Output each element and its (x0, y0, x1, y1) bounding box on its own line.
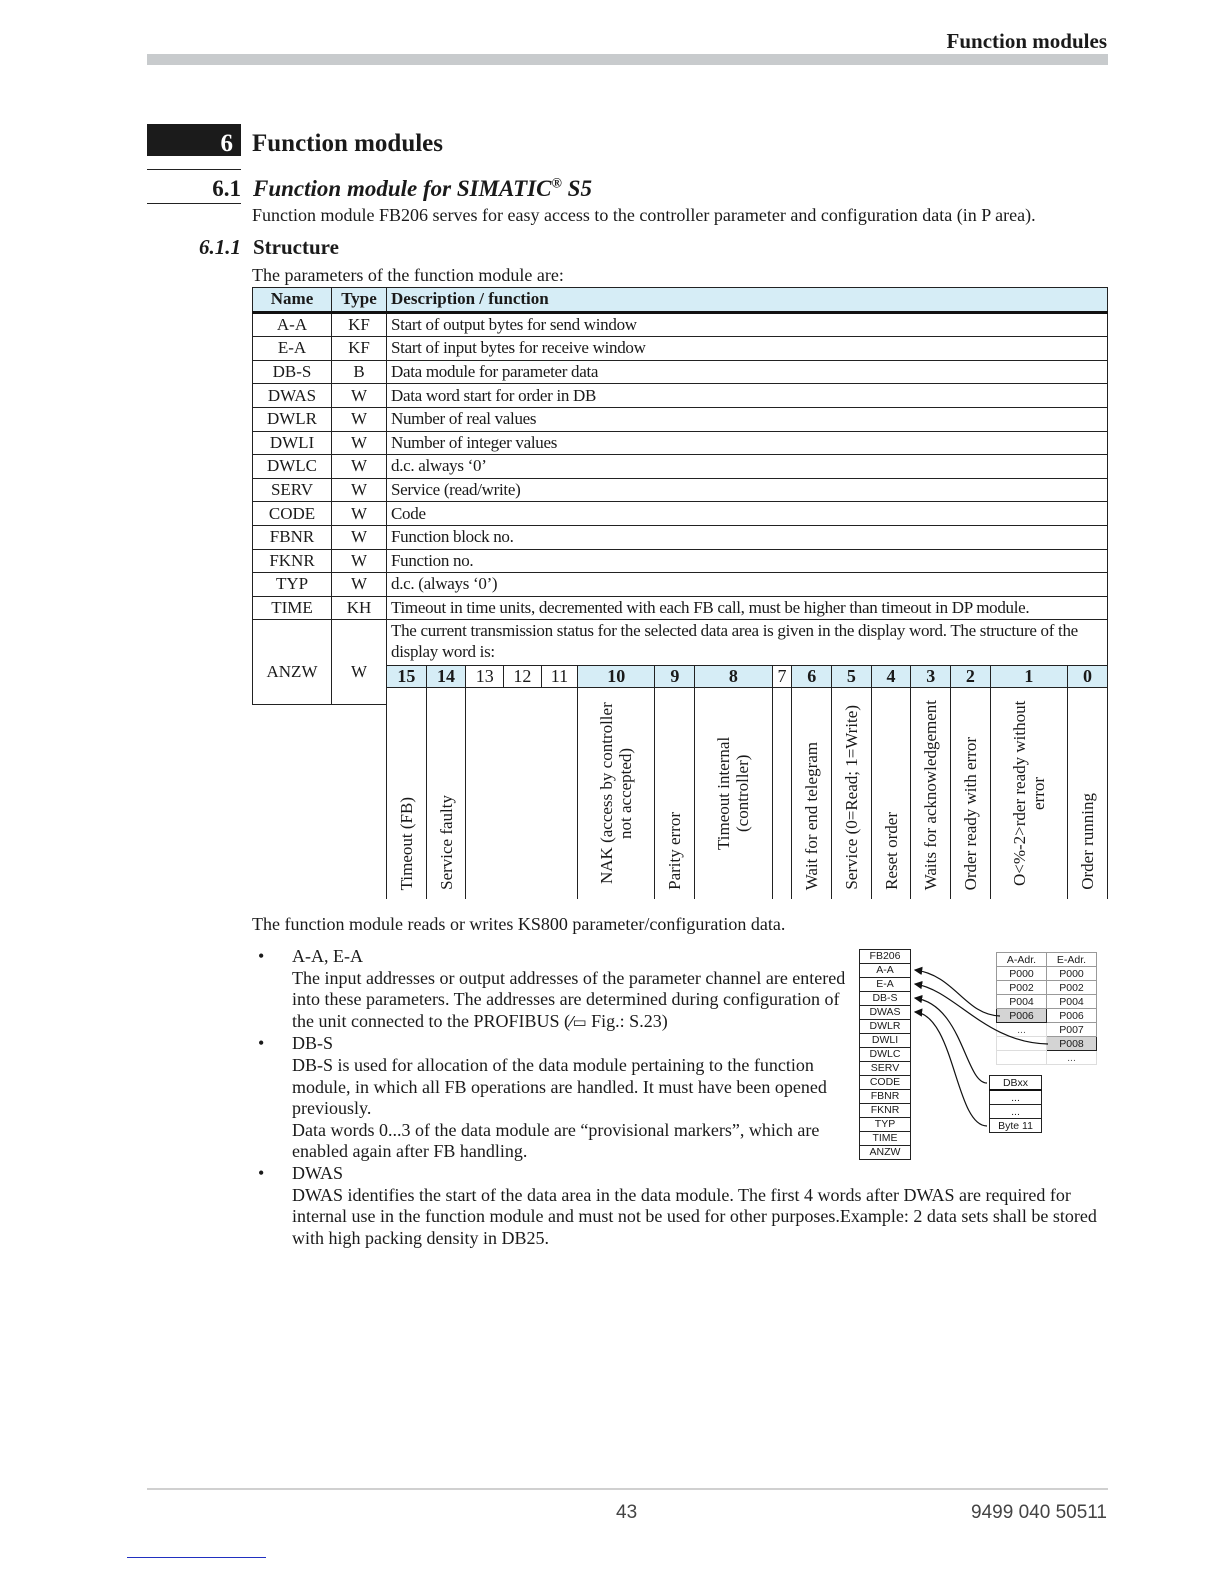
subsection-number: 6.1.1 (199, 235, 241, 259)
footer-line (147, 1488, 1108, 1490)
param-name: FKNR (253, 549, 332, 573)
header-name: Name (253, 288, 332, 313)
address-cell: P006 (1047, 1009, 1097, 1023)
bullet-item (258, 1163, 1112, 1249)
display-word-table (386, 665, 1108, 899)
param-type: W (332, 573, 387, 597)
bit-label-row (387, 688, 1108, 900)
param-type: W (332, 384, 387, 408)
bit-description-text: Service (0=Read; 1=Write) (841, 705, 861, 890)
fb-cell: TYP (859, 1118, 911, 1132)
bit-description-text: Parity error (665, 812, 685, 890)
db-cell: ... (990, 1090, 1042, 1105)
bit-description (792, 688, 832, 900)
fb-cell: FKNR (859, 1104, 911, 1118)
link-underline[interactable] (127, 1557, 266, 1558)
fb-cell: DWLI (859, 1034, 911, 1048)
chapter-number: 6 (147, 124, 241, 156)
bit-description (772, 688, 792, 900)
section-number: 6.1 (212, 176, 241, 201)
bit-description (832, 688, 872, 900)
param-type: KF (332, 312, 387, 337)
bullet-title: DWAS (292, 1162, 344, 1183)
bit-description (578, 688, 655, 900)
bit-description (387, 688, 427, 900)
bit-description-text: O<%-2>rder ready without error (1009, 700, 1048, 886)
params-row (253, 549, 1108, 573)
params-row (253, 573, 1108, 597)
param-name: TYP (253, 573, 332, 597)
bullet-text-2: Data words 0...3 of the data module are “provisional markers”, which are enabled again after FB handling. (292, 1119, 820, 1162)
address-cell: ... (997, 1023, 1047, 1037)
bit-description (871, 688, 911, 900)
bit-number: 1 (990, 666, 1067, 688)
section-title (253, 176, 592, 202)
bit-number: 15 (387, 666, 427, 688)
db-cell: DBxx (990, 1076, 1042, 1091)
header-description: Description / function (387, 288, 1108, 313)
bit-description (990, 688, 1067, 900)
param-type: W (332, 478, 387, 502)
param-type: W (332, 620, 387, 705)
address-cell: P008 (1047, 1037, 1097, 1051)
trademark: ® (551, 176, 562, 192)
bit-description-text: Waits for acknowledgement (921, 699, 941, 890)
document-id: 9499 040 50511 (971, 1502, 1107, 1523)
param-description: Function no. (387, 549, 1108, 573)
reads-writes-text: The function module reads or writes KS800 parameter/configuration data. (252, 914, 786, 934)
param-name: SERV (253, 478, 332, 502)
address-cell: P002 (997, 981, 1047, 995)
fb-cell: FBNR (859, 1090, 911, 1104)
subsection-title: Structure (253, 235, 339, 259)
param-name: TIME (253, 596, 332, 620)
section-title-suffix: S5 (561, 176, 592, 201)
params-row (253, 312, 1108, 337)
bit-number: 6 (792, 666, 832, 688)
fb-cell: E-A (859, 978, 911, 992)
param-name: ANZW (253, 620, 332, 705)
bit-description (951, 688, 991, 900)
param-name: A-A (253, 312, 332, 337)
bit-description (504, 688, 542, 900)
params-row (253, 407, 1108, 431)
bit-number: 3 (911, 666, 951, 688)
section-intro: Function module FB206 serves for easy access to the controller parameter and configuration data (in P area). (252, 205, 1036, 225)
params-row (253, 455, 1108, 479)
params-row (253, 502, 1108, 526)
bit-number: 12 (504, 666, 542, 688)
param-description: Code (387, 502, 1108, 526)
section-title-text: Function module for SIMATIC (253, 176, 552, 201)
param-name: E-A (253, 337, 332, 361)
bit-number: 14 (426, 666, 466, 688)
fb-cell: A-A (859, 964, 911, 978)
param-description: Start of input bytes for receive window (387, 337, 1108, 361)
bit-number: 5 (832, 666, 872, 688)
address-cell: P007 (1047, 1023, 1097, 1037)
params-row (253, 525, 1108, 549)
fb-cell: DB-S (859, 992, 911, 1006)
bullet-dot: • (258, 946, 265, 966)
bit-number: 9 (655, 666, 695, 688)
bit-description-text: Wait for end telegram (802, 741, 822, 890)
fb-cell: FB206 (859, 949, 911, 964)
param-description: Data module for parameter data (387, 360, 1108, 384)
params-row (253, 596, 1108, 620)
bit-description-text: Service faulty (436, 795, 456, 890)
param-type: KH (332, 596, 387, 620)
address-cell: ... (1047, 1051, 1097, 1065)
param-description: Number of real values (387, 407, 1108, 431)
bit-description-text: Timeout internal (controller) (714, 736, 753, 850)
bit-number: 11 (541, 666, 577, 688)
figure-reference[interactable]: Fig.: S.23) (586, 1010, 668, 1031)
bullet-text: DWAS identifies the start of the data area in the data module. The first 4 words after DWAS are required for internal use in the function module and must not be used for other purposes.Example: 2 data sets shall be stored with high packing density in DB25. (292, 1184, 1097, 1248)
bit-description-text: Reset order (881, 812, 901, 890)
address-cell: P004 (997, 995, 1047, 1009)
params-row (253, 337, 1108, 361)
params-row (253, 384, 1108, 408)
param-description: d.c. (always ‘0’) (387, 573, 1108, 597)
param-type: W (332, 431, 387, 455)
bullet-title: A-A, E-A (292, 946, 363, 966)
param-type: KF (332, 337, 387, 361)
section-rule-top (147, 169, 241, 170)
param-name: DWAS (253, 384, 332, 408)
bit-description-text: Order running (1078, 793, 1098, 890)
params-intro: The parameters of the function module are: (252, 265, 564, 285)
bit-number: 8 (695, 666, 772, 688)
param-description: d.c. always ‘0’ (387, 455, 1108, 479)
param-type: W (332, 455, 387, 479)
arrow-db-s (915, 998, 987, 1083)
bullet-dot: • (258, 1033, 265, 1054)
params-row (253, 478, 1108, 502)
fb-cell: ANZW (859, 1146, 911, 1160)
bit-description-text: NAK (access by controller not accepted) (597, 702, 636, 884)
bit-number: 4 (871, 666, 911, 688)
header-bar (147, 54, 1108, 65)
bit-number: 13 (466, 666, 504, 688)
param-name: DWLC (253, 455, 332, 479)
bit-number: 10 (578, 666, 655, 688)
param-name: DWLI (253, 431, 332, 455)
connection-arrows (855, 945, 1110, 1170)
bit-number: 0 (1068, 666, 1108, 688)
header-type: Type (332, 288, 387, 313)
param-description: The current transmission status for the selected data area is given in the display word. The structure of the display word is: (387, 620, 1108, 705)
bit-description (655, 688, 695, 900)
fb-cell: DWLR (859, 1020, 911, 1034)
param-name: DWLR (253, 407, 332, 431)
arrow-dwas (915, 1012, 987, 1126)
param-type: W (332, 549, 387, 573)
bit-number: 7 (772, 666, 792, 688)
param-name: CODE (253, 502, 332, 526)
address-cell: P002 (1047, 981, 1097, 995)
bullet-title: DB-S (292, 1033, 334, 1054)
db-cell: ... (990, 1105, 1042, 1119)
param-name: FBNR (253, 525, 332, 549)
param-description: Data word start for order in DB (387, 384, 1108, 408)
param-description: Function block no. (387, 525, 1108, 549)
page-number: 43 (616, 1502, 638, 1523)
bit-description (911, 688, 951, 900)
arrow-e-a (915, 984, 1048, 1044)
db-cell: Byte 11 (990, 1119, 1042, 1133)
address-header: A-Adr. (997, 953, 1047, 967)
address-header: E-Adr. (1047, 953, 1097, 967)
params-table (252, 287, 1108, 705)
figure-reference-icon: ⁄▭ (569, 1012, 587, 1031)
address-cell: P004 (1047, 995, 1097, 1009)
bullet-dot: • (258, 1162, 265, 1183)
param-description: Start of output bytes for send window (387, 312, 1108, 337)
running-title: Function modules (946, 29, 1107, 53)
arrow-a-a (915, 970, 1000, 1016)
param-description: Timeout in time units, decremented with each FB call, must be higher than timeout in DP module. (387, 596, 1108, 620)
fb-cell: DWLC (859, 1048, 911, 1062)
param-type: W (332, 407, 387, 431)
bullet-text (292, 968, 848, 1034)
param-type: B (332, 360, 387, 384)
bit-description (466, 688, 504, 900)
param-description: Service (read/write) (387, 478, 1108, 502)
bit-number: 2 (951, 666, 991, 688)
fb-cell: DWAS (859, 1006, 911, 1020)
fb-cell: SERV (859, 1062, 911, 1076)
fb-cell: CODE (859, 1076, 911, 1090)
params-row (253, 431, 1108, 455)
bit-description (1068, 688, 1108, 900)
fb-cell: TIME (859, 1132, 911, 1146)
bit-description-text: Order ready with error (960, 736, 980, 890)
params-header-row (253, 288, 1108, 313)
bit-description (426, 688, 466, 900)
bullet-text-main: The input addresses or output addresses of the parameter channel are entered into these parameters. The addresses are determined during configuration of the unit connected to the PROFIBUS ( (292, 967, 846, 1031)
param-name: DB-S (253, 360, 332, 384)
bullet-text: DB-S is used for allocation of the data module pertaining to the function module, in which all FB operations are handled. It must have been opened previously. (292, 1054, 827, 1119)
bit-description (541, 688, 577, 900)
bit-number-row (387, 666, 1108, 688)
param-type: W (332, 502, 387, 526)
param-description: Number of integer values (387, 431, 1108, 455)
address-cell: P006 (997, 1009, 1047, 1023)
section-rule-bottom (147, 203, 241, 204)
bit-description (695, 688, 772, 900)
bit-description-text: Timeout (FB) (396, 796, 416, 890)
chapter-title: Function modules (252, 130, 444, 157)
param-type: W (332, 525, 387, 549)
bullet-item (258, 1033, 848, 1163)
bullet-item (258, 946, 848, 1033)
fb206-diagram (855, 945, 1110, 1170)
params-row (253, 360, 1108, 384)
address-cell: P000 (1047, 967, 1097, 981)
address-cell: P000 (997, 967, 1047, 981)
